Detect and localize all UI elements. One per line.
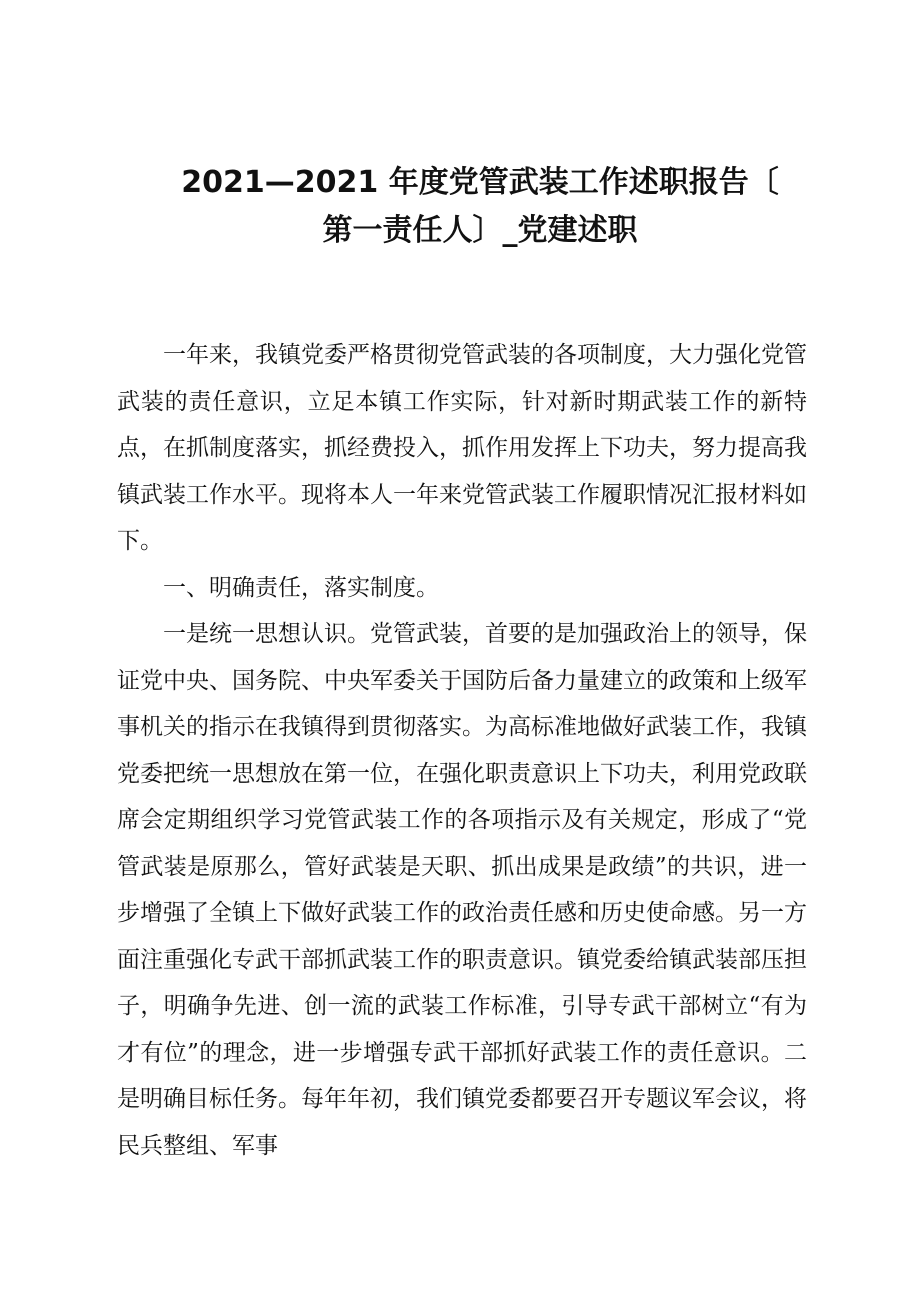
paragraph-intro: 一年来，我镇党委严格贯彻党管武装的各项制度，大力强化党管武装的责任意识，立足本镇工作实际，针对新时期武装工作的新特点，在抓制度落实，抓经费投入，抓作用发挥上下功夫，努力提高我镇武装工作水平。现将本人一年来党管武装工作履职情况汇报材料如下。 — [117, 342, 807, 554]
paragraph-section-1: 一是统一思想认识。党管武装，首要的是加强政治上的领导，保证党中央、国务院、中央军委关于国防后备力量建立的政策和上级军事机关的指示在我镇得到贯彻落实。为高标准地做好武装工作，我镇党委把统一思想放在第一位，在强化职责意识上下功夫，利用党政联席会定期组织学习党管武装工作的各项指示及有关规定，形成了“党管武装是原那么，管好武装是天职、抓出成果是政绩”的共识，进一步增强了全镇上下做好武装工作的政治责任感和历史使命感。另一方面注重强化专武干部抓武装工作的职责意识。镇党委给镇武装部压担子，明确争先进、创一流的武装工作标准，引导专武干部树立“有为才有位”的理念，进一步增强专武干部抓好武装工作的责任意识。二是明确目标任务。每年年初，我们镇党委都要召开专题议军会议，将民兵整组、军事 — [117, 621, 807, 1159]
document-body — [117, 332, 807, 1169]
document-title-line-2: 第一责任人〕_党建述职 — [322, 213, 638, 248]
document-title-line-1: 2021—2021 年度党管武装工作述职报告〔 — [181, 165, 779, 200]
section-heading-1: 一、明确责任，落实制度。 — [163, 574, 439, 601]
